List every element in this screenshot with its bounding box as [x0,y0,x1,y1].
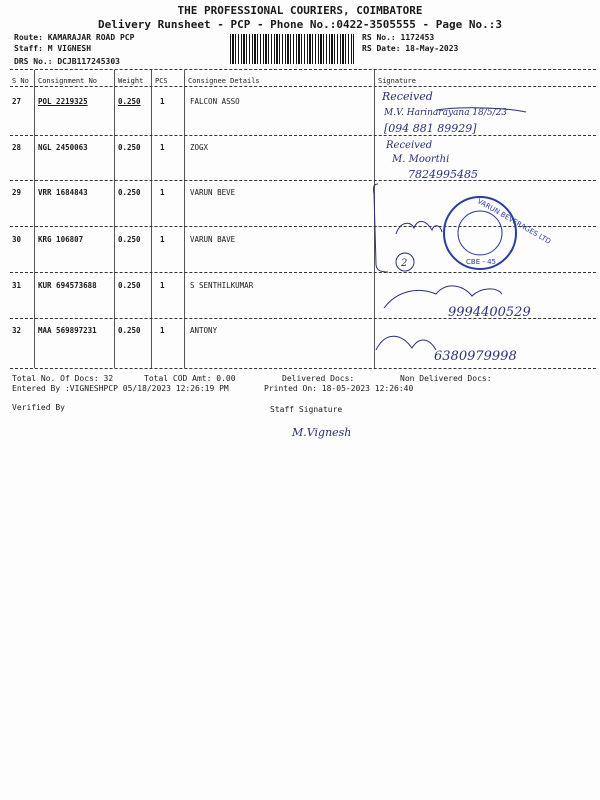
handwriting-text: [094 881 89929] [384,122,477,135]
row-consignee: VARUN BEVE [190,188,236,197]
row-sno: 28 [12,143,22,152]
row-consignee: ZOGX [190,143,209,152]
row-consignee: FALCON ASSO [190,97,240,106]
verified-by-label: Verified By [12,403,65,412]
col-header-signature: Signature [378,77,416,85]
row-pcs: 1 [160,188,165,197]
handwritten-receipt-32 [372,320,592,366]
column-line [184,70,185,368]
handwritten-receipt-31 [376,272,596,320]
rs-number: RS No.: 1172453 [362,33,435,42]
row-sno: 32 [12,326,22,335]
handwriting-text: M.Vignesh [292,426,352,439]
col-header-sno: S No [12,77,29,85]
barcode-image [230,34,354,64]
row-weight: 0.250 [118,188,141,197]
row-pcs: 1 [160,281,165,290]
divider [10,86,596,87]
handwritten-receipt-27 [376,88,596,136]
delivered-docs: Delivered Docs: [282,374,355,383]
row-pcs: 1 [160,326,165,335]
divider [10,69,596,70]
printed-on: Printed On: 18-05-2023 12:26:40 [264,384,414,393]
handwriting-text: 6380979998 [434,349,517,364]
row-weight: 0.250 [118,235,141,244]
row-consignee: S SENTHILKUMAR [190,281,254,290]
row-consignee: ANTONY [190,326,218,335]
row-pcs: 1 [160,235,165,244]
col-header-pcs: PCS [155,77,168,85]
col-header-consignee: Consignee Details [188,77,260,85]
total-docs: Total No. Of Docs: 32 [12,374,114,383]
stamp-text: CBE - 45 [466,258,496,266]
signature-mark [376,336,436,350]
route-label: Route: KAMARAJAR ROAD PCP [14,33,135,42]
row-sno: 31 [12,281,22,290]
handwriting-text: M.V. Harinarayana 18/5/23 [384,108,508,118]
staff-signature-label: Staff Signature [270,405,343,414]
row-pcs: 1 [160,143,165,152]
column-line [34,70,35,368]
staff-signature [288,414,378,450]
row-sno: 27 [12,97,22,106]
row-consignment: NGL 2450063 [38,143,88,152]
bracket-mark [373,184,388,272]
handwriting-text: Received [382,90,433,103]
non-delivered-docs: Non Delivered Docs: [400,374,492,383]
drs-number: DRS No.: DCJB117245303 [14,57,120,66]
row-consignment: VRR 1684843 [38,188,88,197]
stamp-signature-group [370,178,553,276]
row-sno: 29 [12,188,22,197]
handwriting-text: 2 [401,258,408,269]
entered-by: Entered By :VIGNESHPCP 05/18/2023 12:26:19 PM [12,384,229,393]
stamp-text: VARUN BEVERAGES LTD [475,197,553,246]
row-weight: 0.250 [118,326,141,335]
handwriting-text: 9994400529 [448,305,531,320]
rs-date: RS Date: 18-May-2023 [362,44,459,53]
staff-label: Staff: M VIGNESH [14,44,92,53]
row-consignment: KRG 106807 [38,235,84,244]
row-divider [10,368,596,369]
document-title: THE PROFESSIONAL COURIERS, COIMBATORE [177,4,423,17]
handwriting-text: Received [386,140,433,151]
row-consignment: KUR 694573688 [38,281,97,290]
row-consignment: MAA 569897231 [38,326,97,335]
row-consignment: POL 2219325 [38,97,88,106]
row-weight: 0.250 [118,97,141,106]
row-pcs: 1 [160,97,165,106]
handwriting-text: M. Moorthi [392,154,450,165]
row-weight: 0.250 [118,143,141,152]
column-line [151,70,152,368]
handwritten-receipt-28 [376,136,576,182]
signature-mark [396,221,442,234]
row-weight: 0.250 [118,281,141,290]
col-header-consignment: Consignment No [38,77,98,85]
total-cod: Total COD Amt: 0.00 [144,374,236,383]
col-header-weight: Weight [118,77,144,85]
document-subtitle: Delivery Runsheet - PCP - Phone No.:0422-3505555 - Page No.:3 [98,18,502,31]
handwriting-text: 7824995485 [408,168,478,181]
row-sno: 30 [12,235,22,244]
row-consignee: VARUN BAVE [190,235,236,244]
column-line [114,70,115,368]
